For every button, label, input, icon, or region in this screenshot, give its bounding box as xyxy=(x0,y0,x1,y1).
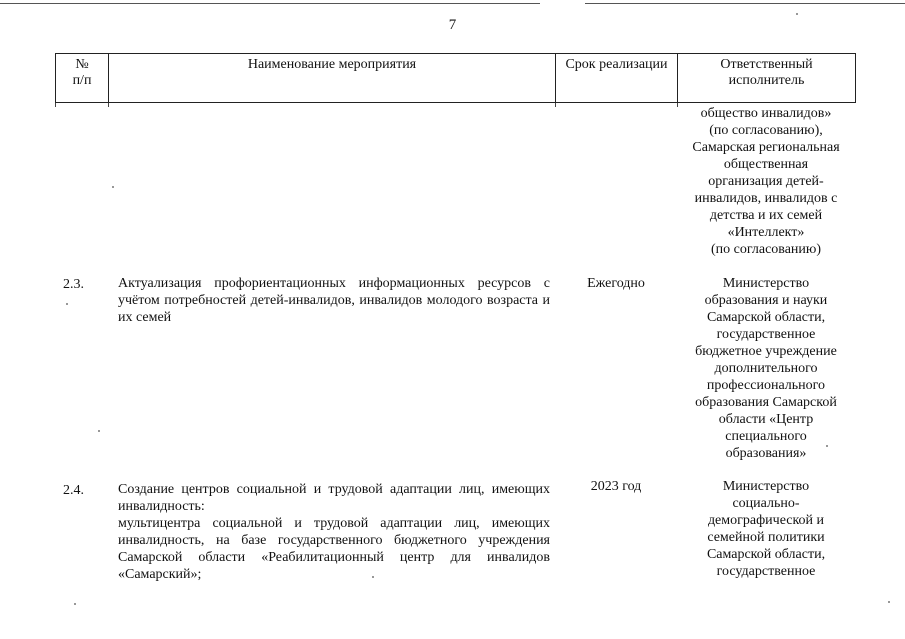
continuation-line: организация детей- xyxy=(708,174,824,189)
continuation-line: общественная xyxy=(723,157,809,172)
scan-speck xyxy=(66,303,68,305)
page-number: 7 xyxy=(448,17,457,33)
scan-speck xyxy=(888,601,890,603)
column-border-responsible xyxy=(677,103,678,107)
scan-speck xyxy=(74,603,76,605)
row-term: Ежегодно xyxy=(587,276,645,291)
responsible-line: специального xyxy=(725,429,807,444)
row-responsible xyxy=(680,478,852,580)
responsible-line: Министерство xyxy=(722,479,810,494)
responsible-line: государственное xyxy=(716,327,816,342)
responsible-line: образования Самарской xyxy=(695,395,837,410)
continuation-line: Самарская региональная xyxy=(692,140,840,155)
responsible-line: государственное xyxy=(716,564,816,579)
header-responsible: Ответственный исполнитель xyxy=(678,54,856,103)
responsible-line: семейной политики xyxy=(707,530,825,545)
continuation-line: (по согласованию), xyxy=(709,123,823,138)
row-name-intro: Создание центров социальной и трудовой адаптации лиц, имеющих инвалидность: xyxy=(118,482,550,514)
row-number: 2.4. xyxy=(63,483,84,498)
scan-speck xyxy=(372,576,374,578)
row-responsible xyxy=(680,275,852,462)
table-header xyxy=(55,53,856,103)
header-num: № п/п xyxy=(56,54,109,103)
row-number: 2.3. xyxy=(63,277,84,292)
responsible-line: демографической и xyxy=(707,513,825,528)
scan-speck xyxy=(826,445,828,447)
top-rule-left xyxy=(0,3,540,4)
continuation-line: инвалидов, инвалидов с xyxy=(694,191,838,206)
row-term: 2023 год xyxy=(590,479,642,494)
continuation-responsible xyxy=(680,105,852,258)
responsible-line: дополнительного xyxy=(714,361,818,376)
responsible-line: Самарской области, xyxy=(706,547,826,562)
continuation-line: общество инвалидов» xyxy=(700,106,832,121)
column-border-term xyxy=(555,103,556,107)
column-border-name xyxy=(108,103,109,107)
responsible-line: социально- xyxy=(732,496,800,511)
responsible-line: области «Центр xyxy=(718,412,814,427)
responsible-line: образования» xyxy=(725,446,807,461)
responsible-line: Самарской области, xyxy=(706,310,826,325)
row-name: Актуализация профориентационных информационных ресурсов с учётом потребностей детей-инвалидов, инвалидов молодого возраста и их семей xyxy=(118,276,550,325)
responsible-line: образования и науки xyxy=(704,293,828,308)
continuation-line: (по согласованию) xyxy=(710,242,822,257)
scan-speck xyxy=(112,186,114,188)
responsible-line: Министерство xyxy=(722,276,810,291)
header-term: Срок реализации xyxy=(556,54,678,103)
continuation-line: «Интеллект» xyxy=(727,225,805,240)
scan-speck xyxy=(98,430,100,432)
top-rule-right xyxy=(585,3,905,4)
scan-speck xyxy=(796,13,798,15)
header-name: Наименование мероприятия xyxy=(109,54,556,103)
responsible-line: бюджетное учреждение xyxy=(695,344,837,359)
column-border-left xyxy=(55,103,56,107)
row-name-detail: мультицентра социальной и трудовой адаптации лиц, имеющих инвалидность, на базе государственного бюджетного учреждения Самарской области «Реабилитационный центр для инвалидов «Самарский»; xyxy=(118,516,550,582)
row-name xyxy=(118,481,550,583)
continuation-line: детства и их семей xyxy=(709,208,823,223)
responsible-line: профессионального xyxy=(706,378,826,393)
